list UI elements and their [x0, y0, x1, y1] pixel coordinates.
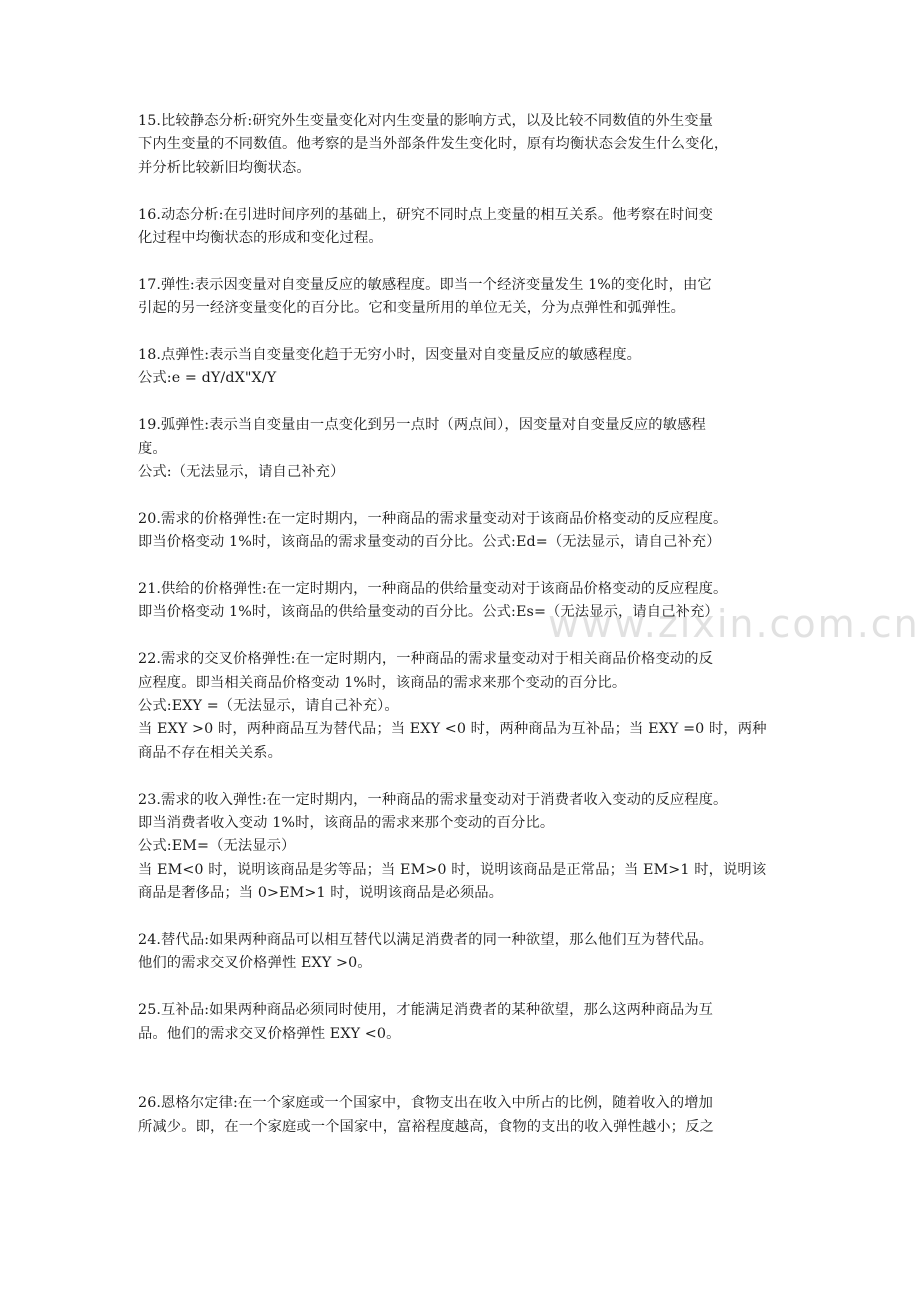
- paragraph-22: [138, 648, 800, 765]
- paragraph-line: 16.动态分析:在引进时间序列的基础上，研究不同时点上变量的相互关系。他考察在时间变: [138, 206, 714, 223]
- paragraph-line: 引起的另一经济变量变化的百分比。它和变量所用的单位无关，分为点弹性和弧弹性。: [138, 300, 686, 317]
- paragraph-line: 所减少。即，在一个家庭或一个国家中，富裕程度越高，食物的支出的收入弹性越小；反之: [138, 1118, 714, 1135]
- formula-line: 公式:EXY =（无法显示，请自己补充）。: [138, 698, 399, 715]
- paragraph-line: 商品是奢侈品；当 0>EM>1 时，说明该商品是必须品。: [138, 885, 504, 902]
- paragraph-19: [138, 414, 800, 484]
- document-body: [138, 110, 800, 1162]
- paragraph-line: 24.替代品:如果两种商品可以相互替代以满足消费者的同一种欲望，那么他们互为替代品。: [138, 932, 714, 949]
- paragraph-line: 17.弹性:表示因变量对自变量反应的敏感程度。即当一个经济变量发生 1%的变化时，由它: [138, 276, 712, 293]
- formula-line: 公式:（无法显示，请自己补充）: [138, 464, 345, 481]
- paragraph-line: 19.弧弹性:表示当自变量由一点变化到另一点时（两点间），因变量对自变量反应的敏感程: [138, 417, 706, 434]
- paragraph-line: 当 EXY >0 时，两种商品互为替代品；当 EXY <0 时，两种商品为互补品；当 EXY =0 时，两种: [138, 721, 767, 738]
- paragraph-line: 应程度。即当相关商品价格变动 1%时，该商品的需求来那个变动的百分比。: [138, 674, 627, 691]
- paragraph-line: 下内生变量的不同数值。他考察的是当外部条件发生变化时，原有均衡状态会发生什么变化，: [138, 136, 729, 153]
- paragraph-26: [138, 1092, 800, 1139]
- paragraph-17: [138, 274, 800, 321]
- paragraph-16: [138, 204, 800, 251]
- paragraph-23: [138, 789, 800, 906]
- paragraph-line: 即当价格变动 1%时，该商品的供给量变动的百分比。公式:Es=（无法显示，请自己补充）: [138, 604, 719, 621]
- paragraph-line: 20.需求的价格弹性:在一定时期内，一种商品的需求量变动对于该商品价格变动的反应程度。: [138, 510, 728, 527]
- paragraph-line: 22.需求的交叉价格弹性:在一定时期内，一种商品的需求量变动对于相关商品价格变动的反: [138, 651, 714, 668]
- paragraph-21: [138, 578, 800, 625]
- paragraph-15: [138, 110, 800, 180]
- paragraph-line: 即当消费者收入变动 1%时，该商品的需求来那个变动的百分比。: [138, 815, 555, 832]
- paragraph-line: 18.点弹性:表示当自变量变化趋于无穷小时，因变量对自变量反应的敏感程度。: [138, 347, 642, 364]
- paragraph-line: 15.比较静态分析:研究外生变量变化对内生变量的影响方式，以及比较不同数值的外生变量: [138, 113, 714, 129]
- formula-line: 公式:e = dY/dX"X/Y: [138, 370, 277, 387]
- paragraph-line: 他们的需求交叉价格弹性 EXY >0。: [138, 955, 372, 972]
- paragraph-line: 即当价格变动 1%时，该商品的需求量变动的百分比。公式:Ed=（无法显示，请自己补充）: [138, 534, 721, 551]
- paragraph-line: 23.需求的收入弹性:在一定时期内，一种商品的需求量变动对于消费者收入变动的反应程度。: [138, 791, 728, 808]
- formula-line: 公式:EM=（无法显示）: [138, 838, 296, 855]
- paragraph-line: 度。: [138, 440, 167, 457]
- paragraph-24: [138, 929, 800, 976]
- paragraph-18: [138, 344, 800, 391]
- paragraph-line: 品。他们的需求交叉价格弹性 EXY <0。: [138, 1025, 401, 1042]
- paragraph-line: 21.供给的价格弹性:在一定时期内，一种商品的供给量变动对于该商品价格变动的反应程度。: [138, 581, 728, 598]
- paragraph-line: 化过程中均衡状态的形成和变化过程。: [138, 230, 383, 247]
- paragraph-line: 商品不存在相关关系。: [138, 744, 282, 761]
- paragraph-line: 并分析比较新旧均衡状态。: [138, 159, 311, 176]
- paragraph-20: [138, 508, 800, 555]
- paragraph-line: 25.互补品:如果两种商品必须同时使用，才能满足消费者的某种欲望，那么这两种商品为互: [138, 1002, 714, 1019]
- paragraph-line: 当 EM<0 时，说明该商品是劣等品；当 EM>0 时，说明该商品是正常品；当 EM>1 时，说明该: [138, 861, 767, 878]
- watermark-text: www.zixin.com.cn: [548, 602, 920, 646]
- paragraph-line: 26.恩格尔定律:在一个家庭或一个国家中，食物支出在收入中所占的比例，随着收入的增加: [138, 1095, 714, 1112]
- paragraph-25: [138, 999, 800, 1046]
